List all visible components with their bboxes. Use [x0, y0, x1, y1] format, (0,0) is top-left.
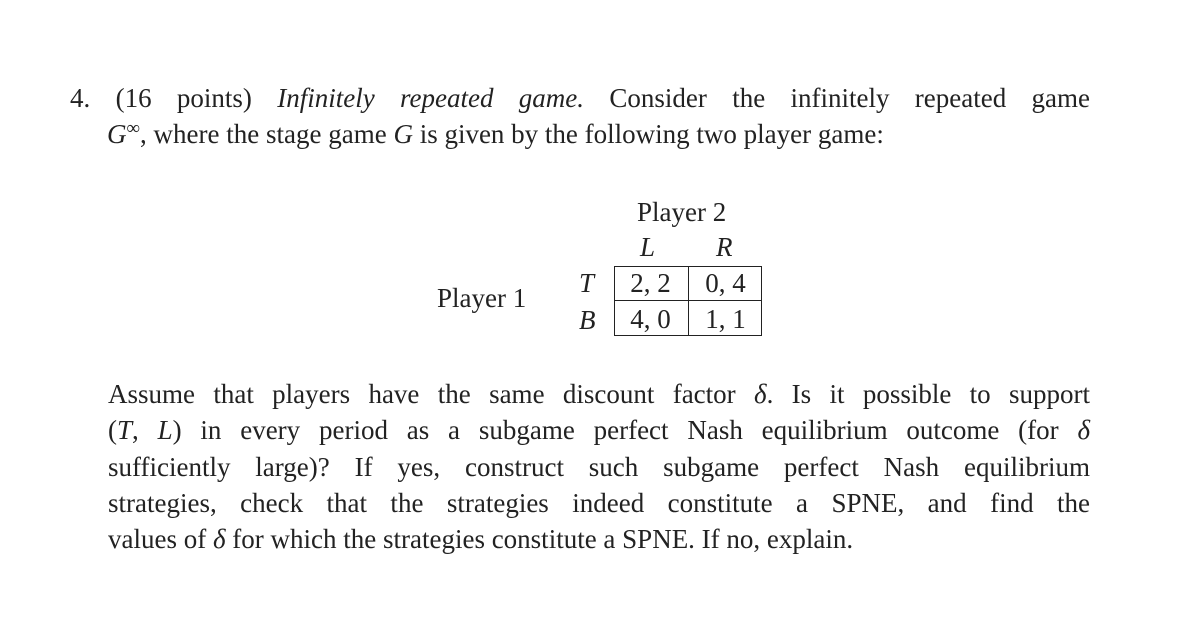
question-text: , [132, 415, 158, 445]
payoff-cell-TL: 2, 2 [630, 268, 671, 298]
problem-intro-c: is given by the following two player game: [412, 119, 884, 149]
problem-number: 4. [70, 83, 91, 113]
question-line-5 [108, 521, 1090, 557]
payoff-cell-BR: 1, 1 [705, 304, 746, 334]
delta-symbol: δ [212, 524, 226, 554]
game-symbol: G [107, 119, 127, 149]
question-line-1 [108, 376, 1090, 412]
question-line-2 [108, 412, 1090, 448]
strategy-T: T [117, 415, 133, 445]
delta-symbol: δ [1077, 415, 1091, 445]
column-label-L: L [640, 232, 656, 262]
strategy-L: L [157, 415, 173, 445]
problem-title: Infinitely repeated game. [277, 83, 585, 113]
question-text: Assume that players have the same discount factor [108, 379, 754, 409]
player1-label: Player 1 [437, 283, 527, 313]
problem-intro-b: , where the stage game [140, 119, 394, 149]
payoff-cell-BL: 4, 0 [630, 304, 671, 334]
stage-symbol: G [393, 119, 413, 149]
row-label-B: B [579, 305, 596, 335]
delta-symbol: δ [754, 379, 767, 409]
problem-points: (16 points) [115, 83, 252, 113]
question-text: values of [108, 524, 213, 554]
question-text: . Is it possible to support [766, 379, 1090, 409]
question-line-4: strategies, check that the strategies indeed constitute a SPNE, and find the [108, 488, 1090, 518]
question-text: for which the strategies constitute a SPNE. If no, explain. [225, 524, 854, 554]
payoff-cell-TR: 0, 4 [705, 268, 746, 298]
player2-label: Player 2 [637, 197, 727, 227]
problem-intro: Consider the infinitely repeated game [609, 83, 1091, 113]
problem-line-1 [70, 80, 1090, 116]
problem-line-2 [107, 116, 1047, 152]
infinity-symbol: ∞ [126, 118, 141, 139]
row-label-T: T [579, 268, 595, 298]
question-line-3: sufficiently large)? If yes, construct such subgame perfect Nash equilibrium [108, 452, 1090, 482]
question-text: ( [108, 415, 117, 445]
question-text: ) in every period as a subgame perfect Nash equilibrium outcome (for [172, 415, 1078, 445]
column-label-R: R [716, 232, 733, 262]
